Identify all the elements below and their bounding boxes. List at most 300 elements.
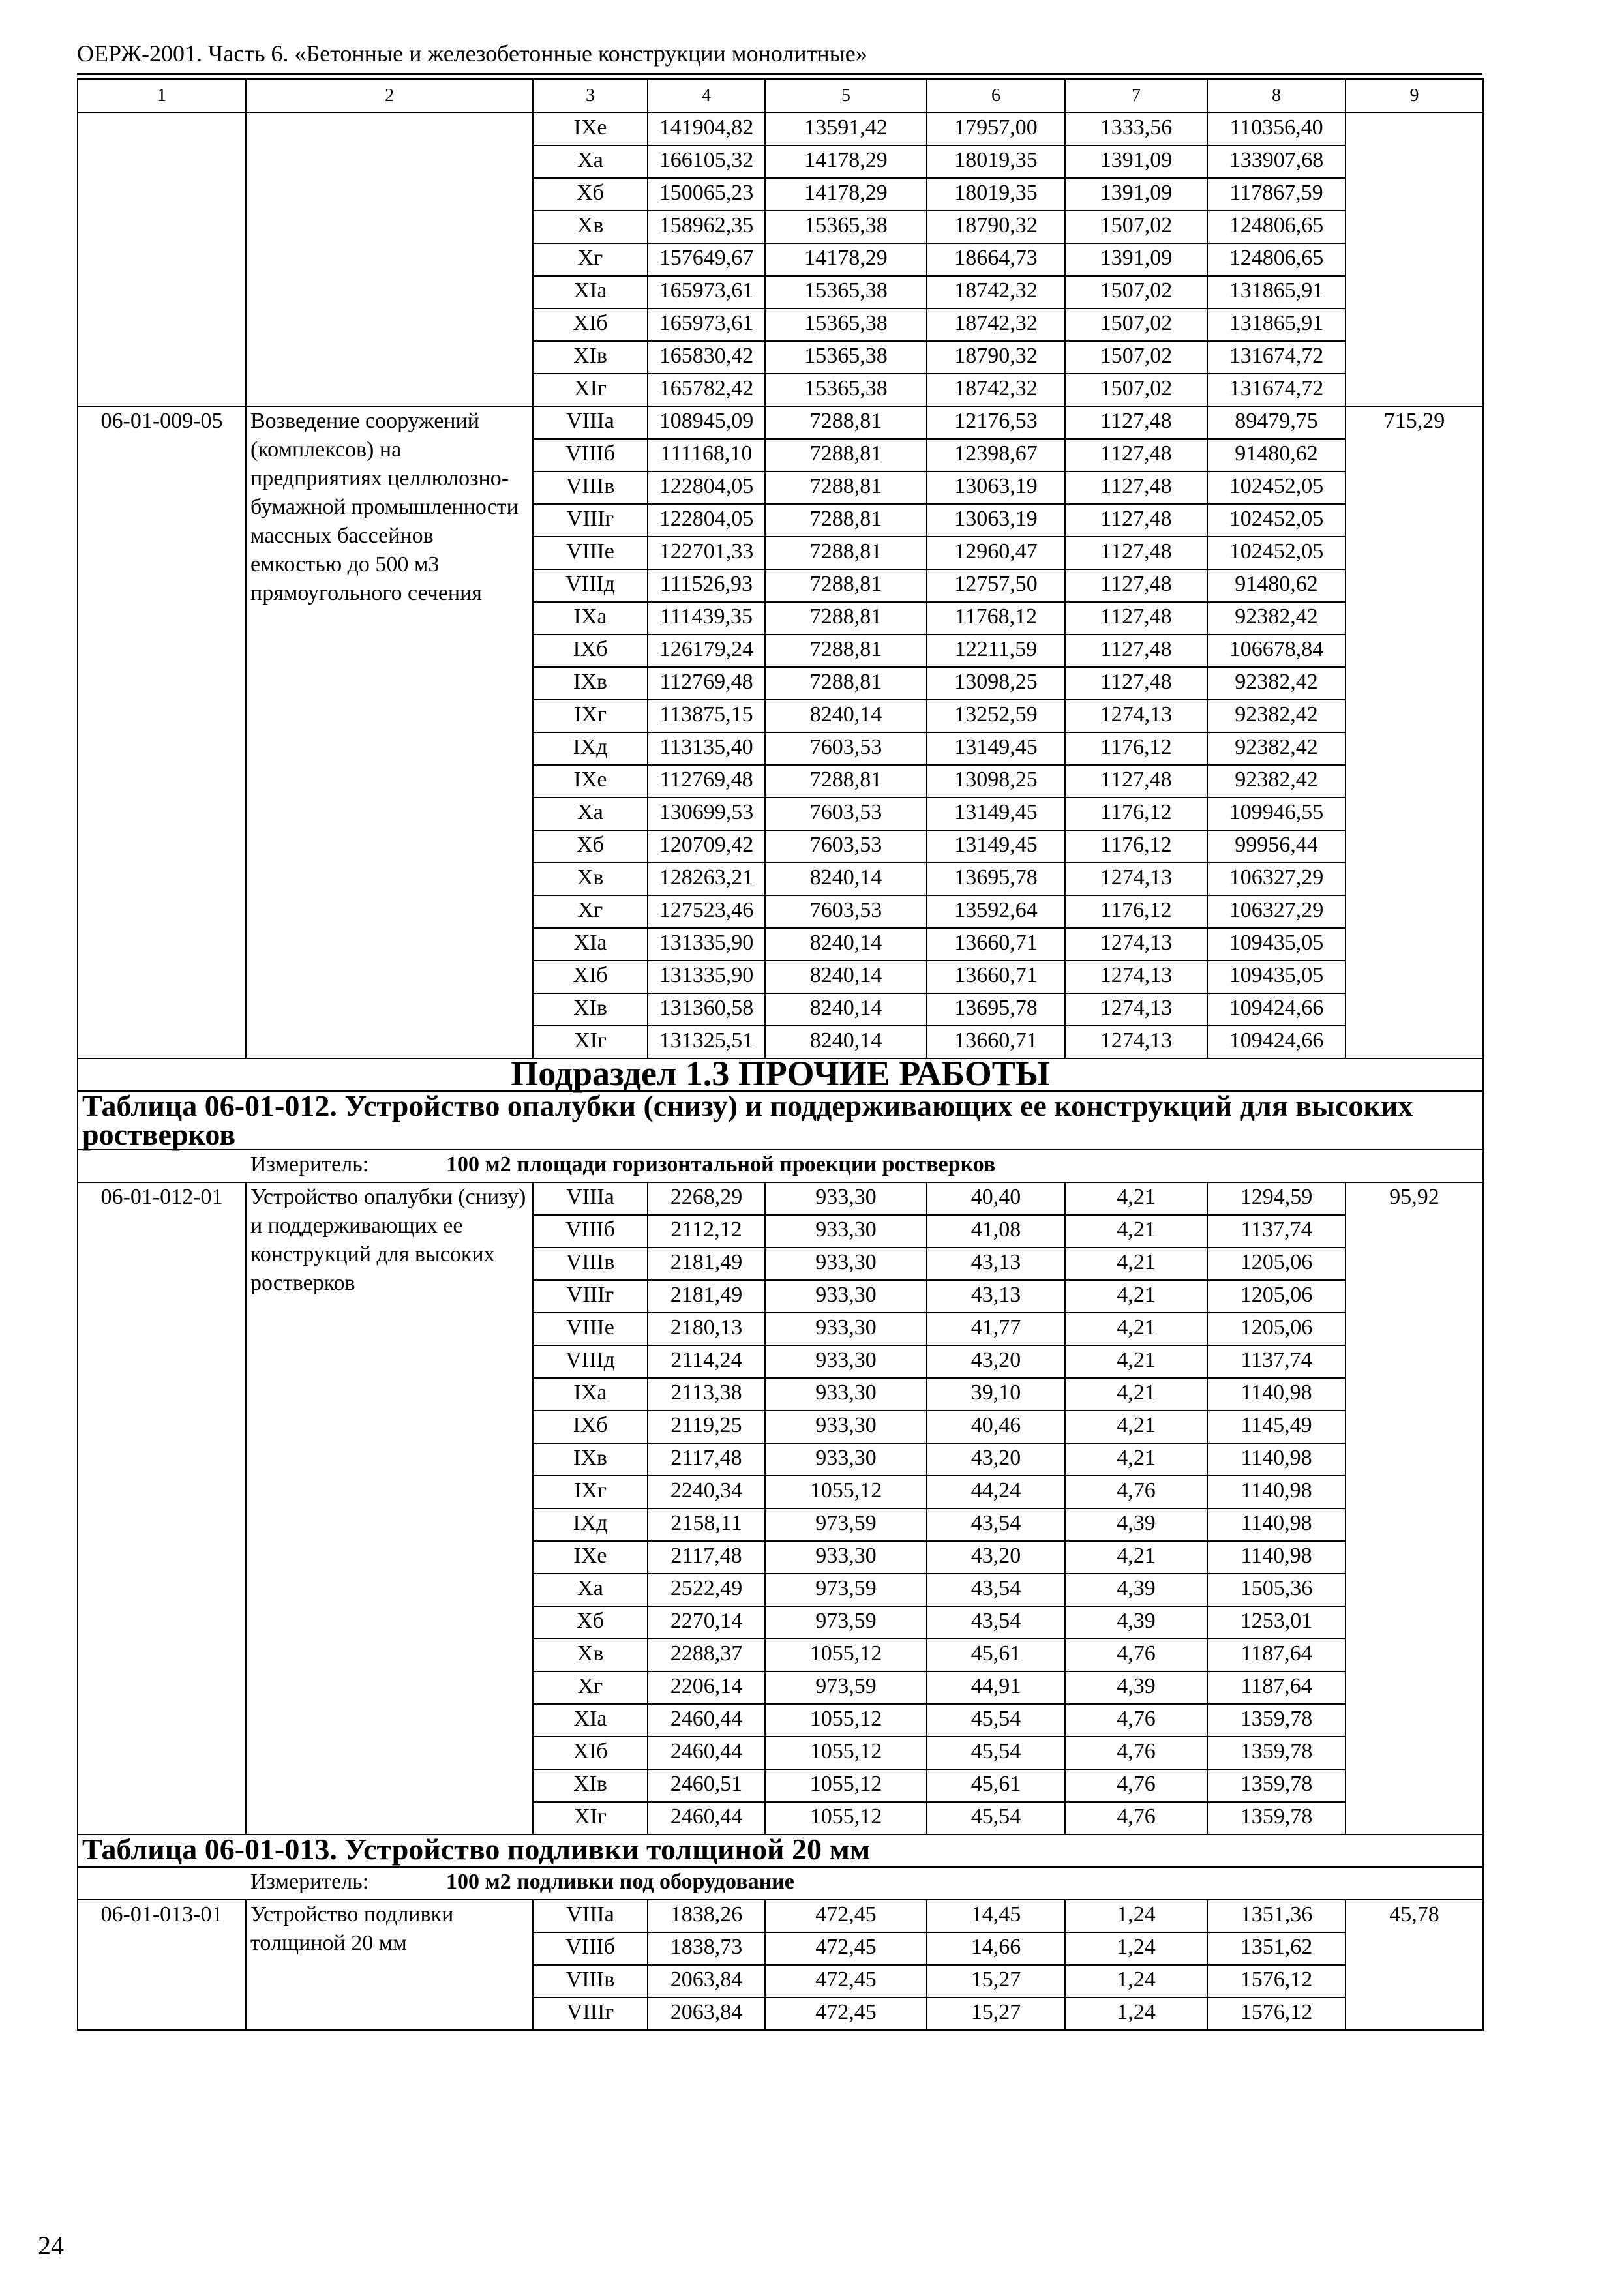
- region-zone-cell: Xг: [533, 243, 648, 276]
- entry-description: Устройство опалубки (снизу) и поддерживающих ее конструкций для высоких ростверков: [246, 1182, 533, 1834]
- value-cell: 1205,06: [1207, 1280, 1346, 1313]
- unit-cell: [78, 1867, 1483, 1900]
- value-cell: 1,24: [1065, 1965, 1207, 1997]
- region-zone-cell: IXб: [533, 635, 648, 667]
- value-cell: 4,21: [1065, 1443, 1207, 1476]
- value-cell: 89479,75: [1207, 406, 1346, 439]
- table-body: [78, 79, 1483, 2030]
- value-cell: 18742,32: [927, 308, 1065, 341]
- region-zone-cell: IXг: [533, 1476, 648, 1508]
- value-cell: 122804,05: [648, 504, 765, 537]
- value-cell: 165830,42: [648, 341, 765, 374]
- value-cell: 43,13: [927, 1248, 1065, 1280]
- table-row: [78, 113, 1483, 145]
- value-cell: 44,91: [927, 1671, 1065, 1704]
- section-title-row: [78, 1058, 1483, 1091]
- region-zone-cell: VIIIб: [533, 1215, 648, 1248]
- region-zone-cell: Xa: [533, 145, 648, 178]
- value-cell: 1127,48: [1065, 569, 1207, 602]
- value-cell: 1176,12: [1065, 798, 1207, 830]
- entry-code: 06-01-012-01: [78, 1182, 246, 1834]
- value-cell: 4,21: [1065, 1215, 1207, 1248]
- region-zone-cell: Xв: [533, 1639, 648, 1671]
- value-cell: 102452,05: [1207, 471, 1346, 504]
- region-zone-cell: XIб: [533, 1737, 648, 1769]
- header-rule: [77, 73, 1482, 75]
- value-cell: 122701,33: [648, 537, 765, 569]
- value-cell: 1176,12: [1065, 830, 1207, 863]
- table-title-row: [78, 1091, 1483, 1150]
- region-zone-cell: VIIIa: [533, 406, 648, 439]
- unit-cell: [78, 1150, 1483, 1182]
- value-cell: 92382,42: [1207, 602, 1346, 635]
- value-cell: 128263,21: [648, 863, 765, 895]
- region-zone-cell: IXв: [533, 667, 648, 700]
- value-cell: 91480,62: [1207, 569, 1346, 602]
- table-row: [78, 406, 1483, 439]
- value-cell: 1055,12: [765, 1476, 927, 1508]
- region-zone-cell: XIг: [533, 1802, 648, 1834]
- value-cell: 1,24: [1065, 1997, 1207, 2030]
- value-cell: 106327,29: [1207, 863, 1346, 895]
- value-cell: 1359,78: [1207, 1704, 1346, 1737]
- region-zone-cell: VIIIд: [533, 569, 648, 602]
- value-cell: 18790,32: [927, 341, 1065, 374]
- region-zone-cell: Xa: [533, 798, 648, 830]
- value-cell: 13098,25: [927, 765, 1065, 798]
- unit-label: Измеритель:: [250, 1152, 369, 1176]
- value-cell: 12960,47: [927, 537, 1065, 569]
- region-zone-cell: Xa: [533, 1574, 648, 1606]
- value-cell: 4,76: [1065, 1769, 1207, 1802]
- value-cell: 109435,05: [1207, 961, 1346, 993]
- value-cell: 12211,59: [927, 635, 1065, 667]
- value-cell: 1140,98: [1207, 1508, 1346, 1541]
- value-cell: 7288,81: [765, 569, 927, 602]
- value-cell: 14,45: [927, 1900, 1065, 1932]
- region-zone-cell: IXa: [533, 1378, 648, 1411]
- value-cell: 2206,14: [648, 1671, 765, 1704]
- value-cell: 933,30: [765, 1248, 927, 1280]
- value-cell: 13149,45: [927, 732, 1065, 765]
- value-cell: 45,54: [927, 1737, 1065, 1769]
- value-cell: 1140,98: [1207, 1443, 1346, 1476]
- value-cell: 102452,05: [1207, 537, 1346, 569]
- column-number: 7: [1065, 79, 1207, 113]
- value-cell: 43,54: [927, 1606, 1065, 1639]
- region-zone-cell: Xб: [533, 178, 648, 211]
- value-cell: 4,76: [1065, 1802, 1207, 1834]
- value-cell: 1838,26: [648, 1900, 765, 1932]
- value-cell: 1127,48: [1065, 602, 1207, 635]
- value-cell: 15,27: [927, 1997, 1065, 2030]
- value-cell: 41,77: [927, 1313, 1065, 1345]
- value-cell: 1187,64: [1207, 1671, 1346, 1704]
- region-zone-cell: Xб: [533, 1606, 648, 1639]
- region-zone-cell: IXe: [533, 113, 648, 145]
- value-cell: 933,30: [765, 1280, 927, 1313]
- value-cell: 933,30: [765, 1182, 927, 1215]
- entry-col9: 45,78: [1346, 1900, 1483, 2030]
- value-cell: 45,54: [927, 1704, 1065, 1737]
- value-cell: 12176,53: [927, 406, 1065, 439]
- column-number: 3: [533, 79, 648, 113]
- value-cell: 158962,35: [648, 211, 765, 243]
- value-cell: 2113,38: [648, 1378, 765, 1411]
- column-number: 2: [246, 79, 533, 113]
- value-cell: 18742,32: [927, 374, 1065, 406]
- value-cell: 111526,93: [648, 569, 765, 602]
- value-cell: 1294,59: [1207, 1182, 1346, 1215]
- value-cell: 4,39: [1065, 1606, 1207, 1639]
- value-cell: 1274,13: [1065, 961, 1207, 993]
- value-cell: 12757,50: [927, 569, 1065, 602]
- entry-description: Устройство подливки толщиной 20 мм: [246, 1900, 533, 2030]
- region-zone-cell: VIIIв: [533, 1965, 648, 1997]
- value-cell: 112769,48: [648, 765, 765, 798]
- value-cell: 1507,02: [1065, 211, 1207, 243]
- value-cell: 933,30: [765, 1215, 927, 1248]
- value-cell: 11768,12: [927, 602, 1065, 635]
- value-cell: 13660,71: [927, 1026, 1065, 1058]
- value-cell: 2117,48: [648, 1541, 765, 1574]
- region-zone-cell: VIIIб: [533, 1932, 648, 1965]
- region-zone-cell: XIa: [533, 1704, 648, 1737]
- value-cell: 7288,81: [765, 765, 927, 798]
- value-cell: 1505,36: [1207, 1574, 1346, 1606]
- value-cell: 2270,14: [648, 1606, 765, 1639]
- value-cell: 124806,65: [1207, 243, 1346, 276]
- value-cell: 1351,36: [1207, 1900, 1346, 1932]
- value-cell: 113135,40: [648, 732, 765, 765]
- value-cell: 1274,13: [1065, 1026, 1207, 1058]
- value-cell: 1838,73: [648, 1932, 765, 1965]
- table-row: [78, 1900, 1483, 1932]
- value-cell: 2240,34: [648, 1476, 765, 1508]
- value-cell: 2119,25: [648, 1411, 765, 1443]
- region-zone-cell: VIIIa: [533, 1900, 648, 1932]
- value-cell: 13695,78: [927, 993, 1065, 1026]
- value-cell: 472,45: [765, 1965, 927, 1997]
- value-cell: 109424,66: [1207, 993, 1346, 1026]
- value-cell: 15365,38: [765, 276, 927, 308]
- value-cell: 933,30: [765, 1345, 927, 1378]
- value-cell: 1140,98: [1207, 1541, 1346, 1574]
- value-cell: 18790,32: [927, 211, 1065, 243]
- value-cell: 13695,78: [927, 863, 1065, 895]
- value-cell: 933,30: [765, 1378, 927, 1411]
- value-cell: 4,76: [1065, 1639, 1207, 1671]
- region-zone-cell: XIв: [533, 1769, 648, 1802]
- value-cell: 2522,49: [648, 1574, 765, 1606]
- value-cell: 973,59: [765, 1671, 927, 1704]
- value-cell: 8240,14: [765, 1026, 927, 1058]
- value-cell: 7288,81: [765, 602, 927, 635]
- value-cell: 1055,12: [765, 1639, 927, 1671]
- value-cell: 131865,91: [1207, 276, 1346, 308]
- value-cell: 2181,49: [648, 1248, 765, 1280]
- value-cell: 124806,65: [1207, 211, 1346, 243]
- value-cell: 2181,49: [648, 1280, 765, 1313]
- value-cell: 4,39: [1065, 1574, 1207, 1606]
- value-cell: 2288,37: [648, 1639, 765, 1671]
- value-cell: 8240,14: [765, 928, 927, 961]
- entry-code: 06-01-009-05: [78, 406, 246, 1058]
- value-cell: 14178,29: [765, 145, 927, 178]
- value-cell: 1507,02: [1065, 341, 1207, 374]
- value-cell: 165782,42: [648, 374, 765, 406]
- value-cell: 973,59: [765, 1574, 927, 1606]
- value-cell: 43,13: [927, 1280, 1065, 1313]
- value-cell: 8240,14: [765, 961, 927, 993]
- region-zone-cell: VIIIг: [533, 504, 648, 537]
- value-cell: 4,76: [1065, 1737, 1207, 1769]
- value-cell: 17957,00: [927, 113, 1065, 145]
- value-cell: 109435,05: [1207, 928, 1346, 961]
- value-cell: 7288,81: [765, 504, 927, 537]
- value-cell: 2180,13: [648, 1313, 765, 1345]
- column-number: 6: [927, 79, 1065, 113]
- value-cell: 2460,51: [648, 1769, 765, 1802]
- value-cell: 92382,42: [1207, 667, 1346, 700]
- value-cell: 1127,48: [1065, 765, 1207, 798]
- region-zone-cell: XIa: [533, 276, 648, 308]
- value-cell: 1274,13: [1065, 863, 1207, 895]
- region-zone-cell: Xв: [533, 863, 648, 895]
- value-cell: 933,30: [765, 1443, 927, 1476]
- value-cell: 1127,48: [1065, 471, 1207, 504]
- value-cell: 4,39: [1065, 1671, 1207, 1704]
- value-cell: 8240,14: [765, 700, 927, 732]
- value-cell: 7288,81: [765, 406, 927, 439]
- value-cell: 106327,29: [1207, 895, 1346, 928]
- region-zone-cell: Xб: [533, 830, 648, 863]
- value-cell: 1127,48: [1065, 406, 1207, 439]
- table-title-row: [78, 1834, 1483, 1867]
- value-cell: 18019,35: [927, 178, 1065, 211]
- value-cell: 166105,32: [648, 145, 765, 178]
- column-number: 5: [765, 79, 927, 113]
- value-cell: 40,46: [927, 1411, 1065, 1443]
- value-cell: 1127,48: [1065, 537, 1207, 569]
- entry-col9: 715,29: [1346, 406, 1483, 1058]
- value-cell: 7603,53: [765, 732, 927, 765]
- value-cell: 7288,81: [765, 439, 927, 471]
- table-title: Таблица 06-01-012. Устройство опалубки (снизу) и поддерживающих ее конструкций для высоких ростверков: [78, 1091, 1483, 1150]
- region-zone-cell: XIa: [533, 928, 648, 961]
- value-cell: 1507,02: [1065, 276, 1207, 308]
- value-cell: 2114,24: [648, 1345, 765, 1378]
- value-cell: 111439,35: [648, 602, 765, 635]
- entry-code: 06-01-013-01: [78, 1900, 246, 2030]
- unit-row: [78, 1867, 1483, 1900]
- value-cell: 44,24: [927, 1476, 1065, 1508]
- value-cell: 472,45: [765, 1900, 927, 1932]
- value-cell: 13660,71: [927, 961, 1065, 993]
- value-cell: 117867,59: [1207, 178, 1346, 211]
- value-cell: 150065,23: [648, 178, 765, 211]
- region-zone-cell: VIIIe: [533, 537, 648, 569]
- value-cell: 2158,11: [648, 1508, 765, 1541]
- column-number-row: [78, 79, 1483, 113]
- value-cell: 1137,74: [1207, 1345, 1346, 1378]
- value-cell: 933,30: [765, 1313, 927, 1345]
- value-cell: 2112,12: [648, 1215, 765, 1248]
- value-cell: 110356,40: [1207, 113, 1346, 145]
- region-zone-cell: XIг: [533, 374, 648, 406]
- value-cell: 131335,90: [648, 961, 765, 993]
- value-cell: 131674,72: [1207, 374, 1346, 406]
- value-cell: 13098,25: [927, 667, 1065, 700]
- value-cell: 1055,12: [765, 1737, 927, 1769]
- value-cell: 165973,61: [648, 276, 765, 308]
- region-zone-cell: IXд: [533, 1508, 648, 1541]
- value-cell: 1176,12: [1065, 895, 1207, 928]
- value-cell: 7288,81: [765, 667, 927, 700]
- region-zone-cell: VIIIв: [533, 1248, 648, 1280]
- value-cell: 102452,05: [1207, 504, 1346, 537]
- region-zone-cell: XIг: [533, 1026, 648, 1058]
- value-cell: 973,59: [765, 1606, 927, 1639]
- column-number: 1: [78, 79, 246, 113]
- value-cell: 1576,12: [1207, 1997, 1346, 2030]
- value-cell: 1137,74: [1207, 1215, 1346, 1248]
- value-cell: 14178,29: [765, 243, 927, 276]
- value-cell: 43,54: [927, 1574, 1065, 1606]
- value-cell: 133907,68: [1207, 145, 1346, 178]
- value-cell: 1333,56: [1065, 113, 1207, 145]
- value-cell: 131360,58: [648, 993, 765, 1026]
- value-cell: 18019,35: [927, 145, 1065, 178]
- value-cell: 40,40: [927, 1182, 1065, 1215]
- unit-row: [78, 1150, 1483, 1182]
- value-cell: 1274,13: [1065, 993, 1207, 1026]
- value-cell: 4,76: [1065, 1704, 1207, 1737]
- table-row: [78, 1182, 1483, 1215]
- value-cell: 4,21: [1065, 1378, 1207, 1411]
- value-cell: 113875,15: [648, 700, 765, 732]
- value-cell: 7603,53: [765, 798, 927, 830]
- value-cell: 12398,67: [927, 439, 1065, 471]
- region-zone-cell: IXe: [533, 765, 648, 798]
- value-cell: 1359,78: [1207, 1769, 1346, 1802]
- value-cell: 1140,98: [1207, 1378, 1346, 1411]
- value-cell: 15365,38: [765, 211, 927, 243]
- column-number: 8: [1207, 79, 1346, 113]
- value-cell: 1205,06: [1207, 1313, 1346, 1345]
- price-table: [77, 78, 1484, 2031]
- value-cell: 126179,24: [648, 635, 765, 667]
- region-zone-cell: VIIIг: [533, 1997, 648, 2030]
- value-cell: 1127,48: [1065, 635, 1207, 667]
- region-zone-cell: IXг: [533, 700, 648, 732]
- value-cell: 13252,59: [927, 700, 1065, 732]
- region-zone-cell: XIв: [533, 341, 648, 374]
- region-zone-cell: VIIIб: [533, 439, 648, 471]
- value-cell: 15365,38: [765, 341, 927, 374]
- value-cell: 1127,48: [1065, 439, 1207, 471]
- region-zone-cell: VIIIa: [533, 1182, 648, 1215]
- value-cell: 43,20: [927, 1345, 1065, 1378]
- value-cell: 472,45: [765, 1997, 927, 2030]
- value-cell: 109946,55: [1207, 798, 1346, 830]
- value-cell: 4,21: [1065, 1345, 1207, 1378]
- value-cell: 4,76: [1065, 1476, 1207, 1508]
- value-cell: 13149,45: [927, 798, 1065, 830]
- value-cell: 1055,12: [765, 1704, 927, 1737]
- value-cell: 933,30: [765, 1541, 927, 1574]
- value-cell: 141904,82: [648, 113, 765, 145]
- value-cell: 2460,44: [648, 1704, 765, 1737]
- entry-col9: 95,92: [1346, 1182, 1483, 1834]
- value-cell: 127523,46: [648, 895, 765, 928]
- value-cell: 1055,12: [765, 1769, 927, 1802]
- value-cell: 4,21: [1065, 1248, 1207, 1280]
- value-cell: 106678,84: [1207, 635, 1346, 667]
- value-cell: 131865,91: [1207, 308, 1346, 341]
- value-cell: 14,66: [927, 1932, 1065, 1965]
- value-cell: 1,24: [1065, 1900, 1207, 1932]
- value-cell: 973,59: [765, 1508, 927, 1541]
- value-cell: 4,39: [1065, 1508, 1207, 1541]
- value-cell: 13592,64: [927, 895, 1065, 928]
- value-cell: 165973,61: [648, 308, 765, 341]
- value-cell: 13063,19: [927, 471, 1065, 504]
- value-cell: 130699,53: [648, 798, 765, 830]
- column-number: 9: [1346, 79, 1483, 113]
- region-zone-cell: VIIIд: [533, 1345, 648, 1378]
- value-cell: 7288,81: [765, 471, 927, 504]
- region-zone-cell: IXд: [533, 732, 648, 765]
- value-cell: 2063,84: [648, 1965, 765, 1997]
- page-number: 24: [38, 2231, 64, 2260]
- value-cell: 1391,09: [1065, 243, 1207, 276]
- unit-label: Измеритель:: [250, 1870, 369, 1894]
- value-cell: 131335,90: [648, 928, 765, 961]
- value-cell: 2460,44: [648, 1737, 765, 1769]
- value-cell: 8240,14: [765, 993, 927, 1026]
- value-cell: 8240,14: [765, 863, 927, 895]
- value-cell: 45,54: [927, 1802, 1065, 1834]
- running-header: ОЕРЖ-2001. Часть 6. «Бетонные и железобетонные конструкции монолитные»: [77, 40, 867, 67]
- region-zone-cell: IXa: [533, 602, 648, 635]
- value-cell: 108945,09: [648, 406, 765, 439]
- value-cell: 1274,13: [1065, 700, 1207, 732]
- value-cell: 1055,12: [765, 1802, 927, 1834]
- unit-value: 100 м2 подливки под оборудование: [446, 1870, 794, 1894]
- value-cell: 39,10: [927, 1378, 1065, 1411]
- unit-value: 100 м2 площади горизонтальной проекции ростверков: [446, 1152, 996, 1176]
- value-cell: 1140,98: [1207, 1476, 1346, 1508]
- value-cell: 13660,71: [927, 928, 1065, 961]
- value-cell: 1507,02: [1065, 374, 1207, 406]
- value-cell: 15,27: [927, 1965, 1065, 1997]
- region-zone-cell: VIIIв: [533, 471, 648, 504]
- value-cell: 1145,49: [1207, 1411, 1346, 1443]
- value-cell: 7603,53: [765, 830, 927, 863]
- value-cell: 1351,62: [1207, 1932, 1346, 1965]
- region-zone-cell: Xг: [533, 895, 648, 928]
- value-cell: 1507,02: [1065, 308, 1207, 341]
- value-cell: 1205,06: [1207, 1248, 1346, 1280]
- value-cell: 7603,53: [765, 895, 927, 928]
- region-zone-cell: XIб: [533, 961, 648, 993]
- value-cell: 2460,44: [648, 1802, 765, 1834]
- value-cell: 92382,42: [1207, 732, 1346, 765]
- value-cell: 1253,01: [1207, 1606, 1346, 1639]
- value-cell: 43,54: [927, 1508, 1065, 1541]
- value-cell: 122804,05: [648, 471, 765, 504]
